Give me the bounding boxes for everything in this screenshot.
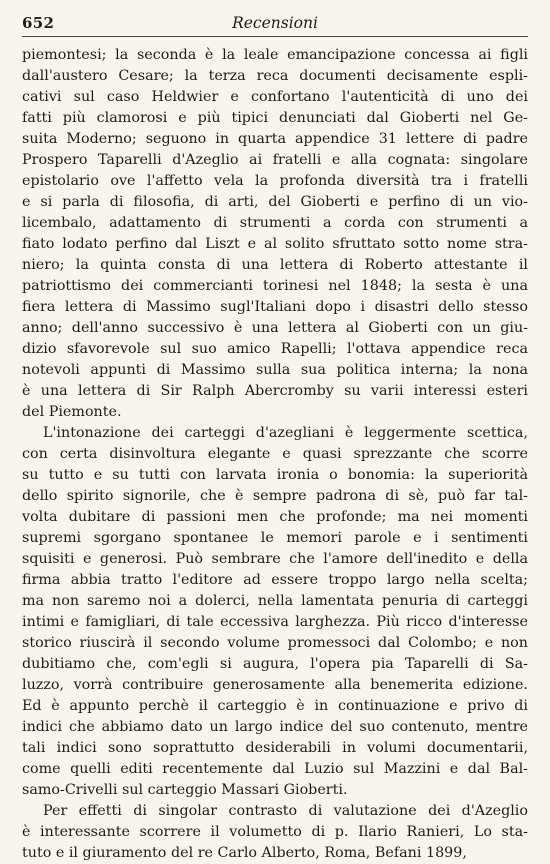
page-number: 652: [22, 14, 55, 32]
text-line: volta dubitare di passioni men che profonde; ma nei momenti: [22, 509, 528, 525]
text-line: dall'austero Cesare; la terza reca documenti decisamente espli-: [22, 68, 528, 84]
text-line: fiato lodato perfino dal Liszt e al solito sfruttato sotto nome stra-: [22, 236, 528, 252]
text-line: è interessante scorrere il volumetto di p. Ilario Ranieri, Lo sta-: [22, 824, 528, 840]
text-line: cativi sul caso Heldwier e confortano l'autenticità di uno dei: [22, 89, 528, 105]
text-line: ma non saremo noi a dolerci, nella lamentata penuria di carteggi: [22, 593, 528, 609]
text-line: intimi e famigliari, di tale eccessiva larghezza. Più ricco d'interesse: [22, 614, 528, 630]
body-text: [22, 45, 528, 864]
text-line: luzzo, vorrà contribuire generosamente alla benemerita edizione.: [22, 677, 528, 693]
text-line: licembalo, adattamento di strumenti a corda con strumenti a: [22, 215, 528, 231]
text-line: dello spirito signorile, che è sempre padrona di sè, può far tal-: [22, 488, 528, 504]
text-line: tuto e il giuramento del re Carlo Alberto, Roma, Befani 1899,: [22, 845, 467, 861]
text-line: niero; la quinta consta di una lettera di Roberto attestante il: [22, 257, 528, 273]
text-line: Prospero Taparelli d'Azeglio ai fratelli e alla cognata: singolare: [22, 152, 528, 168]
text-line: fiera lettera di Massimo sugl'Italiani dopo i disastri dello stesso: [22, 299, 528, 315]
text-line: come quelli editi recentemente dal Luzio sul Mazzini e dal Bal-: [22, 761, 528, 777]
text-line: supremi sgorgano spontanee le memori parole e i sentimenti: [22, 530, 528, 546]
text-line: è una lettera di Sir Ralph Abercromby su varii interessi esteri: [22, 383, 528, 399]
text-line: patriottismo dei commercianti torinesi nel 1848; la sesta è una: [22, 278, 528, 294]
text-line: samo-Crivelli sul carteggio Massari Gioberti.: [22, 782, 348, 798]
running-title: Recensioni: [232, 14, 318, 32]
header-rule: [22, 36, 528, 37]
text-line: indici che abbiamo dato un largo indice del suo contenuto, mentre: [22, 719, 528, 735]
text-line: epistolario ove l'affetto vela la profonda diversità tra i fratelli: [22, 173, 528, 189]
text-line: piemontesi; la seconda è la leale emancipazione concessa ai figli: [22, 47, 528, 63]
text-line: Per effetti di singolar contrasto di valutazione dei d'Azeglio: [43, 803, 528, 819]
text-line: L'intonazione dei carteggi d'azegliani è leggermente scettica,: [43, 425, 528, 441]
text-line: con certa disinvoltura elegante e quasi sprezzante che scorre: [22, 446, 528, 462]
text-line: Ed è appunto perchè il carteggio è in continuazione e privo di: [22, 698, 528, 714]
text-line: e si parla di filosofia, di arti, del Gioberti e perfino di un vio-: [22, 194, 528, 210]
text-line: su tutto e su tutti con larvata ironia o bonomia: la superiorità: [22, 467, 528, 483]
text-line: del Piemonte.: [22, 404, 122, 420]
text-line: dizio sfavorevole sul suo amico Rapelli; l'ottava appendice reca: [22, 341, 528, 357]
text-line: dubitiamo che, com'egli si augura, l'opera pia Taparelli di Sa-: [22, 656, 528, 672]
text-line: storico riuscirà il secondo volume promessoci dal Colombo; e non: [22, 635, 528, 651]
text-line: tali indici sono soprattutto desiderabili in volumi documentarii,: [22, 740, 528, 756]
page-header: [22, 8, 528, 36]
text-line: squisiti e generosi. Può sembrare che l'amore dell'inedito e della: [22, 551, 528, 567]
text-line: notevoli appunti di Massimo sulla sua politica interna; la nona: [22, 362, 528, 378]
text-line: suita Moderno; seguono in quarta appendice 31 lettere di padre: [22, 131, 528, 147]
text-line: fatti più clamorosi e più tipici denunciati dal Gioberti nel Ge-: [22, 110, 528, 126]
text-line: firma abbia tratto l'editore ad essere troppo largo nella scelta;: [22, 572, 528, 588]
text-line: anno; dell'anno successivo è una lettera al Gioberti con un giu-: [22, 320, 528, 336]
